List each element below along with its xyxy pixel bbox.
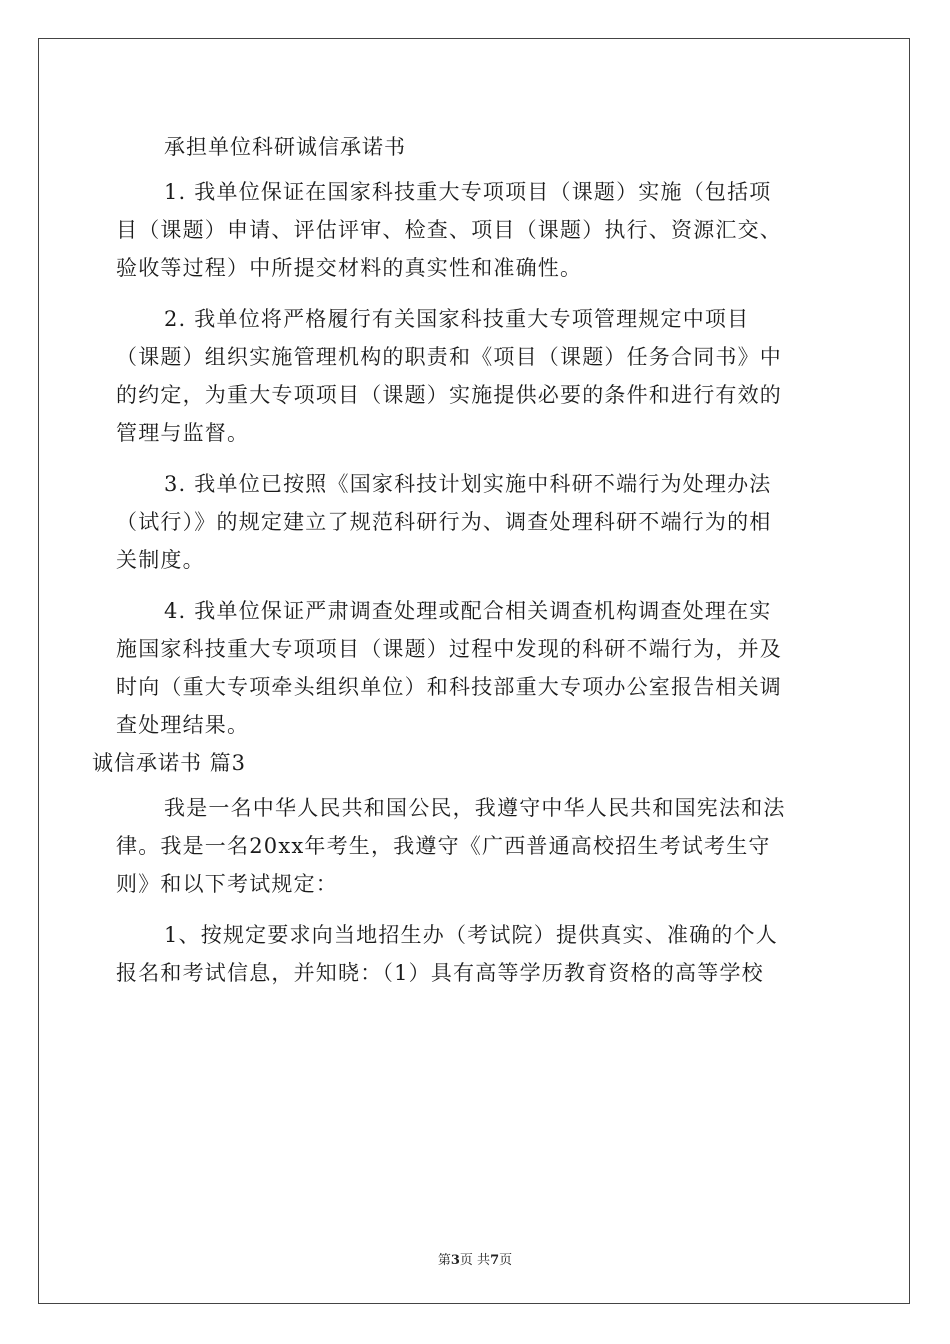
paragraph-line: 2. 我单位将严格履行有关国家科技重大专项管理规定中项目: [164, 307, 750, 331]
pledge-paragraph-2: [116, 916, 836, 992]
total-page-number: 7: [490, 1253, 500, 1268]
paragraph-line: 管理与监督。: [116, 421, 250, 445]
footer-suffix: 页: [499, 1253, 513, 1268]
paragraph-line: 则》和以下考试规定：: [116, 872, 338, 896]
paragraph-line: 目（课题）申请、评估评审、检查、项目（课题）执行、资源汇交、: [116, 218, 782, 242]
paragraph-line: 3. 我单位已按照《国家科技计划实施中科研不端行为处理办法: [164, 472, 772, 496]
paragraph-line: 律。我是一名20xx年考生，我遵守《广西普通高校招生考试考生守: [116, 834, 771, 858]
paragraph-line: 时向（重大专项牵头组织单位）和科技部重大专项办公室报告相关调: [116, 675, 782, 699]
paragraph-line: 关制度。: [116, 548, 205, 572]
paragraph-line: （课题）组织实施管理机构的职责和《项目（课题）任务合同书》中: [116, 345, 782, 369]
page-number-footer: [0, 1249, 950, 1268]
paragraph-line: 1. 我单位保证在国家科技重大专项项目（课题）实施（包括项: [164, 180, 772, 204]
commitment-item-4: [116, 592, 836, 744]
paragraph-line: 验收等过程）中所提交材料的真实性和准确性。: [116, 256, 583, 280]
footer-prefix: 第: [437, 1253, 451, 1268]
section-heading: 诚信承诺书 篇3: [92, 751, 247, 775]
paragraph-line: 的约定，为重大专项项目（课题）实施提供必要的条件和进行有效的: [116, 383, 782, 407]
document-title: 承担单位科研诚信承诺书: [164, 135, 406, 159]
paragraph-line: 4. 我单位保证严肃调查处理或配合相关调查机构调查处理在实: [164, 599, 772, 623]
pledge-paragraph-1: [116, 789, 836, 903]
paragraph-line: 我是一名中华人民共和国公民，我遵守中华人民共和国宪法和法: [164, 796, 786, 820]
paragraph-line: 1、按规定要求向当地招生办（考试院）提供真实、准确的个人: [164, 923, 778, 947]
commitment-item-1: [116, 173, 836, 287]
footer-mid: 页 共: [459, 1253, 491, 1268]
commitment-item-2: [116, 300, 836, 452]
current-page-number: 3: [450, 1253, 460, 1268]
paragraph-line: 施国家科技重大专项项目（课题）过程中发现的科研不端行为，并及: [116, 637, 782, 661]
commitment-item-3: [116, 465, 836, 579]
paragraph-line: 报名和考试信息，并知晓：（1）具有高等学历教育资格的高等学校: [116, 961, 764, 985]
document-body: [92, 128, 836, 992]
paragraph-line: 查处理结果。: [116, 713, 250, 737]
paragraph-line: （试行）》的规定建立了规范科研行为、调查处理科研不端行为的相: [116, 510, 772, 534]
